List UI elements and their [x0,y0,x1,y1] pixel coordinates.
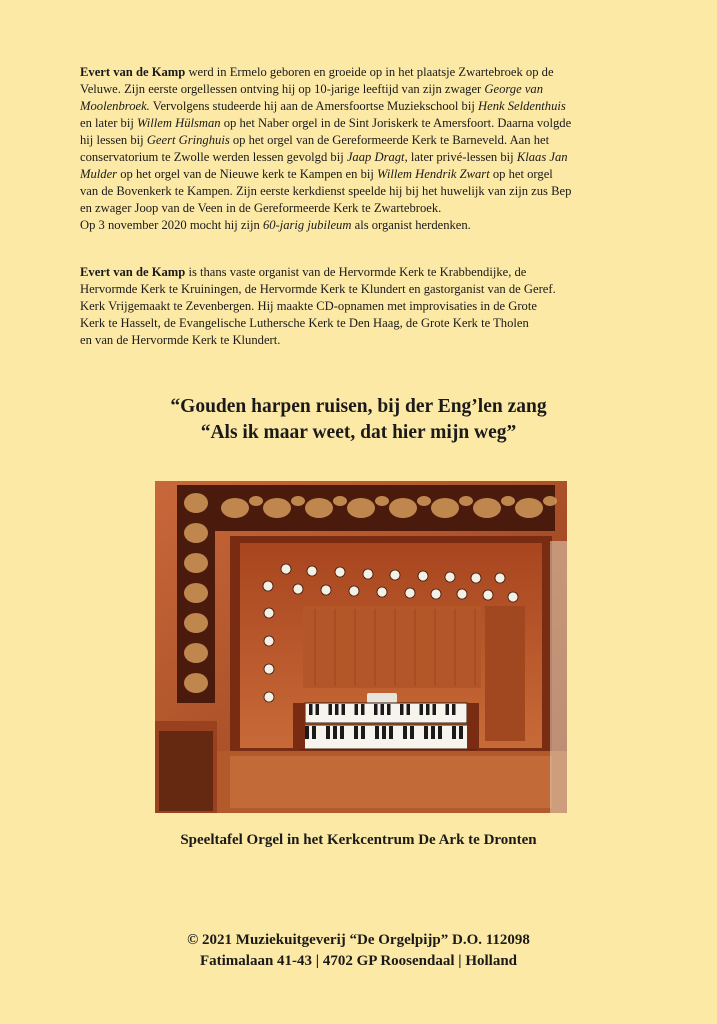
text-run: hij lessen bij [80,133,147,147]
text-run: is thans vaste organist van de Hervormde Kerk te Krabbendijke, de [185,265,527,279]
text-run: 60-jarig jubileum [262,218,352,232]
text-run: en van de Hervormde Kerk te Klundert. [80,333,281,347]
text-line [80,315,650,332]
text-run: Moolenbroek. [80,99,150,113]
text-run: Veluwe. Zijn eerste orgellessen ontving hij op 10-jarige leeftijd van zijn zwager [80,82,485,96]
text-line [80,81,650,98]
text-run: en zwager Joop van de Veen in de Gereformeerde Kerk te Zwartebroek. [80,201,442,215]
biography-paragraph-2 [80,264,650,349]
photo-caption: Speeltafel Orgel in het Kerkcentrum De Ark te Dronten [180,832,537,848]
copyright-line: © 2021 Muziekuitgeverij “De Orgelpijp” D.O. 112098 [187,932,530,948]
text-run: Willem Hendrik Zwart [377,167,490,181]
text-line [80,200,650,217]
text-run: Vervolgens studeerde hij aan de Amersfoortse Muziekschool bij [149,99,479,113]
text-run: Willem Hülsman [137,116,221,130]
text-line [80,115,650,132]
text-run: Evert van de Kamp [80,65,186,79]
text-run: Kerk Vrijgemaakt te Zevenbergen. Hij maakte CD-opnamen met improvisaties in de Grote [80,299,537,313]
text-run: op het orgel van de Gereformeerde Kerk te Barneveld. Aan het [229,133,550,147]
text-line [80,183,650,200]
text-run: werd in Ermelo geboren en groeide op in het plaatsje Zwartebroek op de [185,65,554,79]
text-run: Geert Gringhuis [146,133,230,147]
text-run: conservatorium te Zwolle werden lessen gevolgd bij [80,150,347,164]
text-run: op het orgel van de Nieuwe kerk te Kampen en bij [117,167,378,181]
text-line [80,281,650,298]
address-line: Fatimalaan 41-43 | 4702 GP Roosendaal | Holland [199,953,518,969]
text-run: op het orgel [489,167,553,181]
biography-paragraph-1 [80,64,650,234]
text-run: Kerk te Hasselt, de Evangelische Luthersche Kerk te Den Haag, de Grote Kerk te Tholen [80,316,529,330]
text-run: als organist herdenken. [351,218,471,232]
text-line [80,298,650,315]
text-line [80,98,650,115]
text-line [80,149,650,166]
text-run: Op 3 november 2020 mocht hij zijn [80,218,263,232]
text-run: , later privé-lessen bij [404,150,517,164]
quote-line-1: “Gouden harpen ruisen, bij der Eng’len zang [170,396,547,417]
text-line [80,264,650,281]
text-run: op het Naber orgel in de Sint Joriskerk te Amersfoort. Daarna volgde [220,116,572,130]
text-run: George van [484,82,544,96]
text-line [80,332,650,349]
text-run: Evert van de Kamp [80,265,186,279]
text-run: Henk Seldenthuis [478,99,566,113]
text-line [80,64,650,81]
text-run: Mulder [80,167,118,181]
text-line [80,132,650,149]
quote-line-2: “Als ik maar weet, dat hier mijn weg” [200,422,517,443]
text-run: Hervormde Kerk te Kruiningen, de Hervormde Kerk te Klundert en gastorganist van de Geref. [80,282,556,296]
text-line [80,217,650,234]
text-run: Klaas Jan [516,150,568,164]
text-line [80,166,650,183]
text-run: van de Bovenkerk te Kampen. Zijn eerste kerkdienst speelde hij bij het huwelijk van zijn zus Bep [80,184,572,198]
text-run: en later bij [80,116,137,130]
organ-console-photo [155,481,567,813]
text-run: Jaap Dragt [346,150,405,164]
